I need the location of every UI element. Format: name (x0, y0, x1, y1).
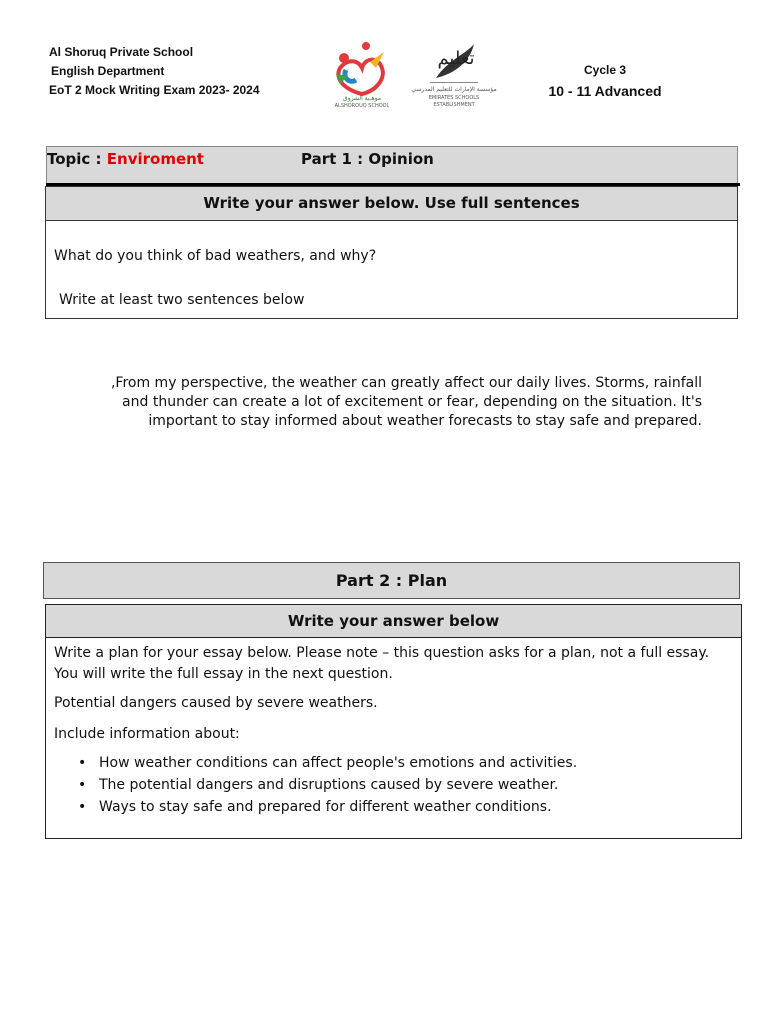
emirates-schools-logo (411, 40, 497, 110)
topic-bar (46, 146, 738, 184)
logo-right-text-2: ESTABLISHMENT (433, 102, 475, 108)
logo-left-text: ALSHOROUQ SCHOOL (334, 103, 390, 109)
topic-prefix: Topic : (47, 150, 102, 168)
answer-line: and thunder can create a lot of excitement or fear, depending on the situation. It's (122, 394, 702, 410)
part1-question: What do you think of bad weathers, and why? (54, 248, 377, 264)
answer-line: .important to stay informed about weather forecasts to stay safe and prepared (148, 413, 702, 429)
plan-bullets (54, 752, 736, 818)
school-name: Al Shoruq Private School (49, 45, 194, 59)
topic-label (47, 150, 204, 168)
part1-subinstruction: Write at least two sentences below (59, 292, 305, 308)
plan-prompt: Potential dangers caused by severe weathers. (54, 695, 378, 711)
cycle-label: Cycle 3 (583, 63, 627, 77)
school-header (49, 43, 260, 100)
list-item: • Ways to stay safe and prepared for different weather conditions. (99, 796, 736, 818)
department-name: English Department (51, 64, 165, 78)
include-label: Include information about: (54, 726, 240, 742)
svg-text:مؤسسة الإمارات للتعليم المدرسي: مؤسسة الإمارات للتعليم المدرسي (411, 86, 497, 93)
exam-title: EoT 2 Mock Writing Exam 2023- 2024 (49, 83, 260, 97)
list-item: • The potential dangers and disruptions caused by severe weather. (99, 774, 736, 796)
logo-right-text-1: EMIRATES SCHOOLS (428, 95, 480, 101)
answer-line: From my perspective, the weather can greatly affect our daily lives. Storms, rainfall, (110, 375, 702, 391)
level-label: 10 - 11 Advanced (548, 83, 662, 99)
part2-title: Part 2 : Plan (43, 562, 740, 599)
list-item: • How weather conditions can affect people's emotions and activities. (99, 752, 736, 774)
part1-title: Part 1 : Opinion (301, 150, 434, 168)
part2-body (54, 643, 736, 818)
plan-intro: Write a plan for your essay below. Please note – this question asks for a plan, not a full essay. You will write the full essay in the next question. (54, 645, 710, 682)
svg-text:موهـبة الشروق: موهـبة الشروق (343, 95, 381, 102)
cycle-info (540, 61, 670, 103)
logo-right-title: تعليم (437, 48, 475, 69)
part1-instruction: Write your answer below. Use full sentences (46, 187, 737, 221)
part2-instruction: Write your answer below (46, 605, 741, 638)
topic-value: Enviroment (106, 150, 204, 168)
student-answer (70, 374, 702, 431)
alshorouq-school-logo (326, 40, 398, 108)
